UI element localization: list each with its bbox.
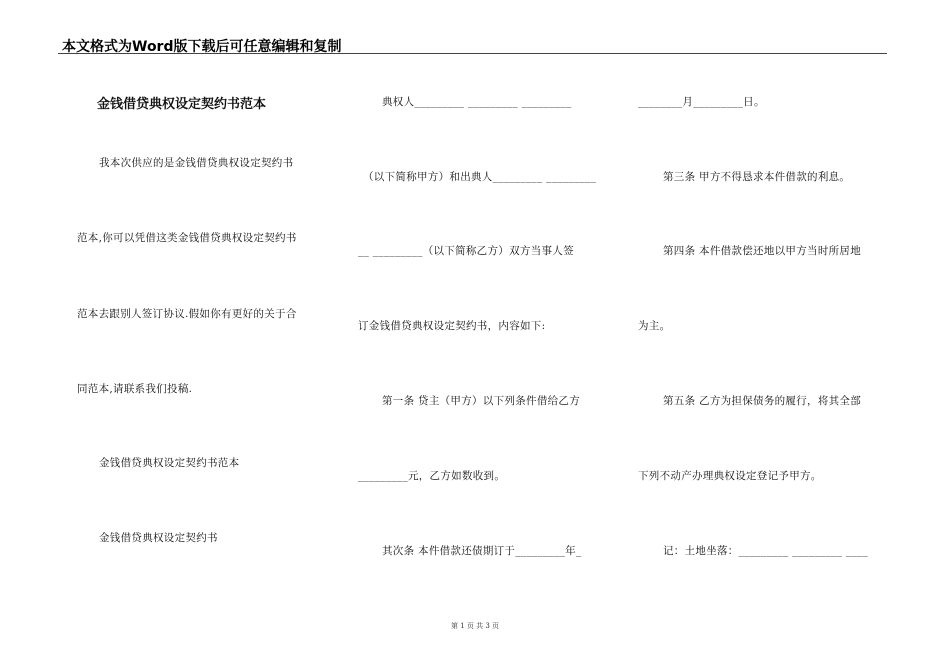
col3-line: 为主。 <box>638 320 671 332</box>
col3-line: 第三条 甲方不得恳求本件借款的利息。 <box>663 171 851 183</box>
page-number: 第 1 页 共 3 页 <box>450 622 500 630</box>
col1-line: 金钱借贷典权设定契约书范本 <box>99 457 240 469</box>
document-title: 金钱借贷典权设定契约书范本 <box>97 97 267 112</box>
col1-line: 我本次供应的是金钱借贷典权设定契约书 <box>99 157 294 169</box>
col3-line: 下列不动产办理典权设定登记予甲方。 <box>638 470 822 482</box>
col1-line: 金钱借贷典权设定契约书 <box>99 532 218 544</box>
col2-line: __ _________（以下简称乙方）双方当事人签 <box>358 245 574 257</box>
col3-line: ________月_________日。 <box>638 96 765 108</box>
col2-line: 订金钱借贷典权设定契约书，内容如下: <box>358 320 546 332</box>
col2-line: 典权人_________ _________ _________ <box>382 96 572 108</box>
col1-line: 范本去跟别人签订协议.假如你有更好的关于合 <box>77 308 297 320</box>
col1-line: 同范本,请联系我们投稿. <box>77 383 193 395</box>
col3-line: 记：土地坐落：_________ _________ ____ <box>663 545 868 557</box>
header-divider <box>58 53 887 54</box>
col1-line: 范本,你可以凭借这类金钱借贷典权设定契约书 <box>77 232 297 244</box>
col2-line: 第一条 贷主（甲方）以下列条件借给乙方 <box>382 395 581 407</box>
col2-line: 其次条 本件借款还债期订于_________年_ <box>382 545 582 557</box>
document-header: 本文格式为Word版下载后可任意编辑和复制 <box>62 39 342 55</box>
col2-line: _________元，乙方如数收到。 <box>358 470 506 482</box>
col3-line: 第四条 本件借款偿还地以甲方当时所居地 <box>663 245 862 257</box>
col2-line: （以下简称甲方）和出典人_________ _________ <box>363 171 597 183</box>
col3-line: 第五条 乙方为担保债务的履行，将其全部 <box>663 395 862 407</box>
